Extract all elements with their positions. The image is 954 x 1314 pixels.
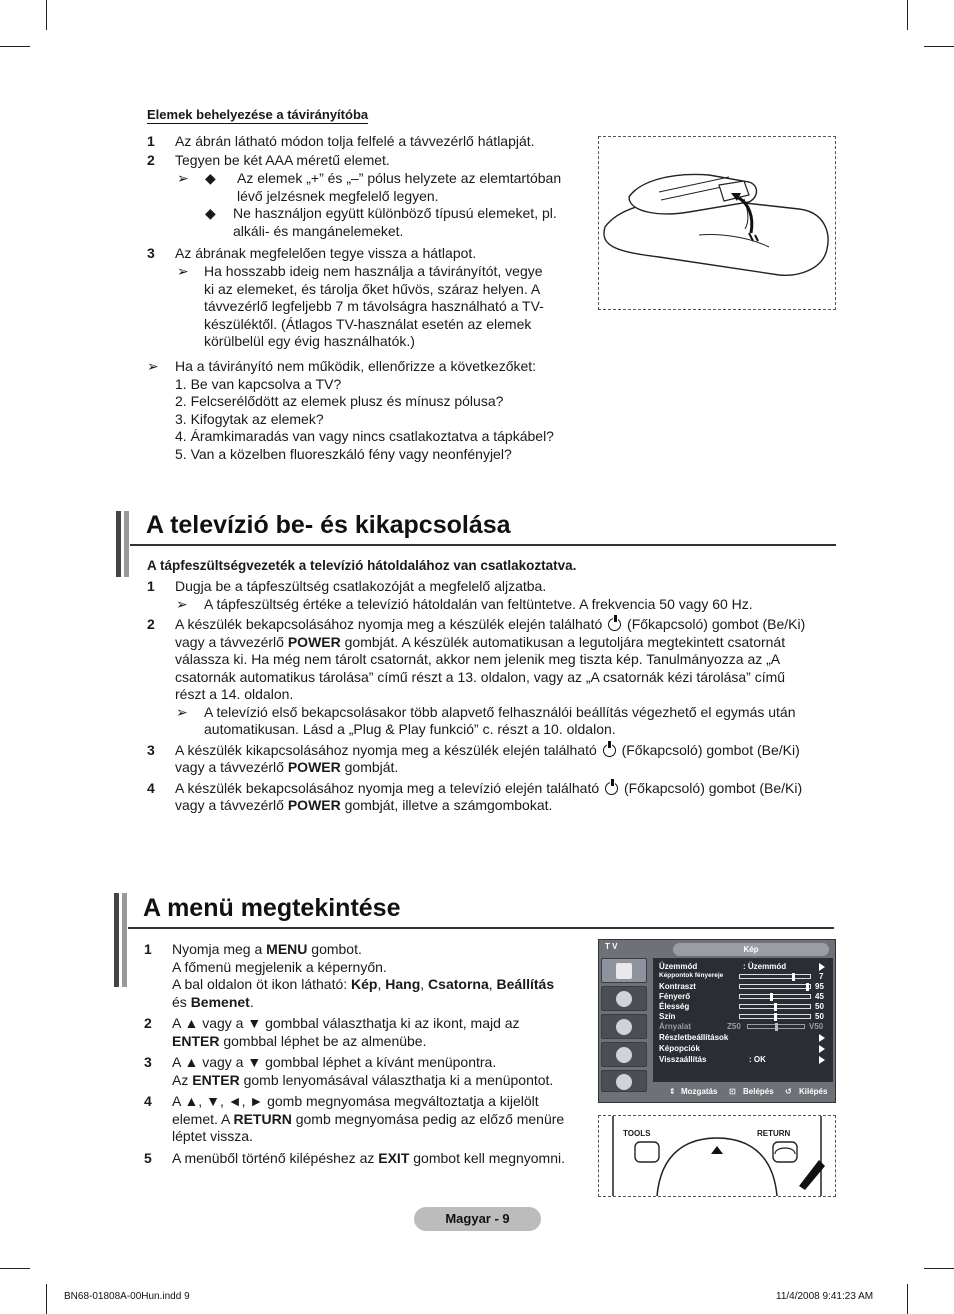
slider (739, 1004, 811, 1009)
tv-row-detailed-settings: Részletbeállítások (659, 1033, 729, 1042)
footer-date: 11/4/2008 9:41:23 AM (776, 1291, 874, 1302)
power-step-1: Dugja be a tápfeszültség csatlakozóját a megfelelő aljzatba. (175, 578, 547, 594)
right-arrow-icon (819, 1034, 825, 1042)
power-step-4: 4 A készülék bekapcsolásához nyomja meg a televízió elején található (Főkapcsoló) gombot (Be/Ki) vagy a távvezérlő POWER gombját, illetve a számgombokat. (147, 779, 803, 813)
right-arrow-icon (819, 1045, 825, 1053)
input-icon (616, 1074, 632, 1090)
note-arrow-icon: ➢ (177, 170, 189, 186)
tv-icon-picture (601, 958, 647, 983)
tv-row-value: : OK (749, 1055, 766, 1064)
step-number: 1 (147, 578, 155, 594)
step-number: 2 (144, 1015, 152, 1031)
tv-menu-title: Kép (673, 943, 829, 956)
power-lead: A tápfeszültségvezeték a televízió hátoldalához van csatlakoztatva. (147, 558, 577, 573)
tv-menu-screenshot (598, 939, 836, 1103)
power-icon (603, 744, 616, 757)
menu-step-4: 4 A ▲, ▼, ◄, ► gomb megnyomása megváltoztatja a kijelölt elemet. A RETURN gomb megnyomása pedig az előző menüre léptet vissza. (144, 1093, 565, 1144)
slider (739, 974, 811, 979)
power-step-2: 2 A készülék bekapcsolásához nyomja meg a készülék elején található (Főkapcsoló) gombot (Be/Ki) vagy a távvezérlő POWER gombját. A készülék automatikusan a legutoljára megtekintett csatornát válassza ki. Ha még nem tárolt csatornát, akkor nem jelenik meg tiszta kép. Tanulmányozza az „A csatornák automatikus tárolása” című részt a 13. oldalon, vagy az „A csatornák kézi tárolása” című részt a 14. oldalon. ➢ A televízió első bekapcsolásakor több alapvető felhasználói beállítás végezhető el egymás után automatikusan. Lásd a „Plug & Play funkció” c. részt a 10. oldalon. (147, 616, 847, 739)
troubleshoot-list: ➢ Ha a távirányító nem működik, ellenőrizze a következőket: 1. Be van kapcsolva a TV? 2. Felcserélődött az elemek plusz és mínusz pólusa? 3. Kifogytak az elemek? 4. Áramkimaradás van vagy nincs csatlakoztatva a tápkábel? 5. Van a közelben fluoreszkáló fény vagy neonfényjel? (147, 358, 554, 462)
menu-steps (144, 941, 594, 1167)
page-number-badge: Magyar - 9 (414, 1207, 541, 1231)
step-number: 4 (147, 779, 155, 796)
tv-row-value: V50 (809, 1022, 824, 1031)
tv-row-value: 50 (815, 1002, 824, 1011)
power-step-2-note: ➢ A televízió első bekapcsolásakor több alapvető felhasználói beállítás végezhető el egymás után automatikusan. Lásd a „Plug & Play funkció” c. részt a 10. oldalon. (176, 703, 796, 737)
remote-buttons-figure (598, 1115, 836, 1197)
battery-note-polarity: Az elemek „+” és „–” pólus helyzete az elemtartóban lévő jelzésnek megfelelő legyen. (237, 170, 562, 204)
tv-tab-label: T V (605, 942, 618, 951)
return-icon: ↺ (785, 1087, 792, 1096)
right-arrow-icon (819, 963, 825, 971)
title-underline (128, 927, 834, 929)
updown-icon: ⇕ (669, 1087, 676, 1096)
battery-note-types: Ne használjon együtt különböző típusú elemeket, pl. alkáli- és mangánelemeket. (233, 205, 557, 239)
footer-exit: Kilépés (799, 1087, 828, 1096)
battery-step-2: Tegyen be két AAA méretű elemet. (175, 152, 390, 168)
tv-menu-footer (653, 1084, 835, 1100)
section-marker (122, 893, 127, 987)
tools-button-label: TOOLS (623, 1129, 651, 1138)
footer-file: BN68-01808A-00Hun.indd 9 (64, 1291, 190, 1302)
step-number: 3 (144, 1054, 152, 1070)
remote-battery-figure (598, 136, 836, 310)
step-number: 1 (144, 941, 152, 957)
title-underline (130, 544, 836, 546)
step-number: 2 (147, 152, 155, 168)
step-number: 3 (147, 245, 155, 261)
slider (739, 1014, 811, 1019)
footer-enter: Belépés (743, 1087, 774, 1096)
gear-icon (616, 1047, 632, 1063)
tv-row-cell-light: Képpontok fényereje (659, 972, 724, 979)
tv-row-value: 50 (815, 1012, 824, 1021)
tv-icon-input (601, 1070, 647, 1092)
note-arrow-icon: ➢ (176, 703, 188, 720)
footer-move: Mozgatás (681, 1087, 718, 1096)
power-section-title: A televízió be- és kikapcsolása (146, 511, 511, 539)
section-marker (124, 511, 129, 577)
step-number: 4 (144, 1093, 152, 1109)
tv-row-tint: Árnyalat (659, 1022, 692, 1031)
picture-icon (616, 963, 632, 979)
battery-heading: Elemek behelyezése a távirányítóba (147, 107, 369, 122)
battery-storage-note: ➢ Ha hosszabb ideig nem használja a távirányítót, vegye ki az elemeket, és tárolja őket hűvös, száraz helyen. A távvezérlő legfeljebb 7 m távolságra használható a TV- készüléktől. (Átlagos TV-használat esetén az elemek körülbelül egy évig használhatók.) (177, 263, 544, 349)
tv-row-value: Z50 (727, 1022, 741, 1031)
tv-icon-sound (601, 986, 647, 1011)
slider-knob (770, 993, 773, 1001)
slider-knob (792, 973, 795, 981)
slider-knob (774, 1003, 777, 1011)
note-arrow-icon: ➢ (177, 263, 189, 279)
power-steps (147, 578, 847, 815)
tv-row-value: : Üzemmód (743, 962, 787, 971)
note-arrow-icon: ➢ (176, 595, 188, 612)
step-number: 1 (147, 133, 155, 149)
slider (739, 984, 811, 989)
sound-icon (616, 991, 632, 1007)
tv-row-mode: Üzemmód (659, 962, 698, 971)
slider-knob (774, 1013, 777, 1021)
menu-step-1: 1 Nyomja meg a MENU gombot. A főmenü megjelenik a képernyőn. A bal oldalon öt ikon látható: Kép, Hang, Csatorna, Beállítás és Bemenet. (144, 941, 555, 1010)
right-arrow-icon (819, 1056, 825, 1064)
note-arrow-icon: ➢ (147, 358, 159, 374)
slider-knob (806, 983, 809, 991)
battery-steps (147, 133, 587, 351)
battery-step-1: Az ábrán látható módon tolja felfelé a távvezérlő hátlapját. (175, 133, 535, 149)
power-icon (605, 782, 618, 795)
return-button-label: RETURN (757, 1129, 791, 1138)
tv-row-reset: Visszaállítás (659, 1055, 707, 1064)
battery-step-3: Az ábrának megfelelően tegye vissza a hátlapot. (175, 245, 477, 261)
menu-step-2: 2 A ▲ vagy a ▼ gombbal választhatja ki az ikont, majd az ENTER gombbal léphet be az almenübe. (144, 1015, 520, 1049)
tv-row-color: Szín (659, 1012, 676, 1021)
tv-icon-channel (601, 1014, 647, 1039)
tv-row-value: 7 (819, 972, 824, 981)
tv-row-brightness: Fényerő (659, 992, 691, 1001)
slider-knob (775, 1023, 778, 1031)
remote-back-illustration (599, 137, 835, 309)
bullet-diamond-icon: ◆ (205, 205, 216, 221)
menu-step-5: 5 A menüből történő kilépéshez az EXIT gombot kell megnyomni. (144, 1149, 566, 1166)
channel-icon (616, 1019, 632, 1035)
slider (739, 994, 811, 999)
menu-section-title: A menü megtekintése (143, 894, 401, 922)
step-number: 2 (147, 616, 155, 632)
section-marker (114, 893, 119, 987)
power-step-3: 3 A készülék kikapcsolásához nyomja meg a készülék elején található (Főkapcsoló) gombot (Be/Ki) vagy a távvezérlő POWER gombját. (147, 741, 800, 775)
tv-menu-panel (653, 958, 833, 1082)
tv-row-picture-options: Képopciók (659, 1044, 700, 1053)
bullet-diamond-icon: ◆ (205, 170, 216, 186)
power-step-1-note: ➢ A tápfeszültség értéke a televízió hátoldalán van feltüntetve. A frekvencia 50 vagy 60 Hz. (176, 595, 753, 612)
tv-row-sharpness: Élesség (659, 1002, 690, 1011)
step-number: 3 (147, 741, 155, 758)
enter-icon: ⊡ (729, 1087, 736, 1096)
menu-step-3: 3 A ▲ vagy a ▼ gombbal léphet a kívánt menüpontra. Az ENTER gomb lenyomásával választhatja ki a menüpontot. (144, 1054, 554, 1088)
power-icon (608, 618, 621, 631)
slider (747, 1024, 805, 1029)
tv-icon-setup (601, 1042, 647, 1067)
remote-buttons-illustration (599, 1116, 835, 1196)
section-marker (116, 511, 121, 577)
step-number: 5 (144, 1149, 152, 1166)
tv-row-contrast: Kontraszt (659, 982, 696, 991)
tv-row-value: 95 (815, 982, 824, 991)
tv-row-value: 45 (815, 992, 824, 1001)
